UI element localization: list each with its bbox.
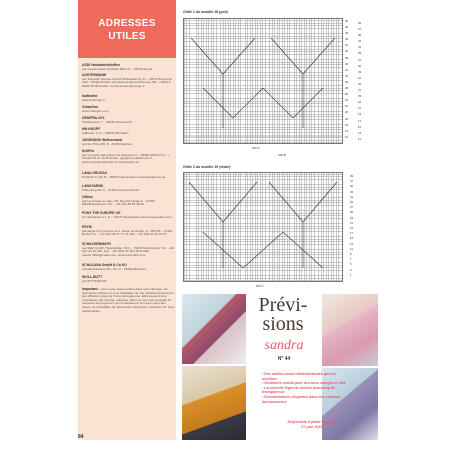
row-number: 3 [350, 267, 352, 272]
entry-text: par MEZ GmbH, Hauptstraße 76 D – 79336 Herbolzheim Tél. : +49 (0)7 61 32 232, Fax : +49 7641 91 30 100 E-Mail : amelie.hilles@coats.com, www.mezcrafts.com [82, 245, 174, 257]
row-number: 15 [358, 124, 362, 129]
row-number: 16 [345, 122, 349, 127]
address-entry [82, 243, 174, 257]
row-number: 15 [350, 236, 354, 241]
row-number: 39 [350, 174, 354, 178]
row-number: 38 [345, 55, 349, 60]
address-entry [82, 128, 174, 135]
row-number: 13 [350, 241, 354, 246]
row-number: 39 [358, 51, 362, 56]
row-number: 30 [345, 79, 349, 84]
address-entry [82, 95, 174, 102]
entry-name: GEDIFRA-SYL [82, 116, 105, 120]
row-number: 11 [350, 246, 353, 251]
chart1-row-numbers-odd [358, 20, 361, 142]
entry-text: Via Bianca 6, 7 – 38139 Vinessia (T) [82, 119, 133, 124]
entry-name: buttinette [82, 94, 98, 98]
entry-name: PRYM [82, 225, 92, 229]
entry-text: par BUTTINETTE [82, 278, 107, 283]
address-entry [82, 276, 174, 283]
row-number: 35 [358, 63, 362, 68]
row-number: 26 [345, 92, 349, 97]
sidebar-title-line1: ADRESSES [98, 18, 156, 29]
entry-name: JUNGHANS Wollversand [82, 138, 123, 142]
entry-text: : notre revue étant vendue dans toute l'Europe, les fournitures utilisées pour la réalisation de nos modèles proviennent des différents pays de l'Union Européenne. Elles peuvent être remplacées par d'autres marques. Dans ce cas il est conseillé de respecter les longueurs de fil indiquées à 10 mètres près afin d'avoir un échantillon de dimensions identiques. Certaines réf. sont indisponibles. [82, 287, 174, 313]
row-number: 32 [345, 73, 349, 78]
row-number: 43 [358, 39, 362, 44]
entry-name: SCHULANA GmbH & Co.KG [82, 263, 127, 267]
row-number: 12 [345, 134, 349, 139]
bullet-item: • Sentiment estival pour des tons orangés et lilas [262, 381, 346, 386]
address-entry [82, 64, 174, 71]
entry-text: www.chiaogoo.com [82, 108, 109, 113]
entry-text: par Edgar Prym France S.A. Route de Rouen, 9 – BP104 – 27110 Berthy Tél. : +33 (0)2 32 47 77 74, Fax : +33 (0)2 32 45 73 57 [82, 228, 173, 237]
entry-name: HM KNOPF [82, 127, 101, 131]
address-entry [82, 226, 174, 237]
row-number: 1 [350, 272, 352, 277]
bullet-item: • Des mailles aussi rafraîchissantes que les menthes [262, 372, 337, 381]
entry-text: Pütlenweg 28, D – 41352 Korschenbroich [82, 187, 140, 192]
entry-text: Kalkerstr. 6, D – 63065 Offenbach [82, 130, 129, 135]
row-number: 46 [345, 31, 349, 36]
row-number: 21 [358, 106, 362, 111]
row-number: 20 [345, 110, 349, 115]
address-entry [82, 212, 174, 219]
row-number: 35 [350, 184, 354, 189]
preview-line1: Prévi- [258, 294, 308, 316]
row-number: 14 [345, 128, 349, 133]
sidebar-title-line2: UTILES [108, 31, 146, 42]
entry-name: Important [82, 287, 98, 291]
entry-text: par La Grange à Laine, 69, Rue Principale F – 67200 Mittelhausbergen, Tél. : +33 (0)3 88 56 38 00 [82, 198, 155, 207]
row-number: 40 [345, 49, 349, 54]
address-entry [82, 139, 174, 146]
model-photo-top-right [322, 294, 378, 366]
row-number: 29 [358, 81, 362, 86]
entry-name: PONY THE EUROPE UG [82, 211, 121, 215]
chart1-motif-a: MO A [252, 146, 260, 150]
row-number: 45 [358, 33, 362, 38]
entry-name: LANGYARNS [82, 184, 104, 188]
address-entry [82, 106, 174, 113]
chart1-row-numbers [345, 18, 348, 140]
entry-text: www.buttinette.fr [82, 97, 105, 102]
row-number: 41 [358, 45, 362, 50]
entry-text: Postfach 11 00, D – 85018 Gaimersheim www.lanagrossa.de [82, 174, 166, 179]
chart2-pattern [183, 172, 343, 282]
row-number: 49 [358, 21, 362, 25]
row-number: 31 [350, 194, 354, 199]
address-entry [82, 185, 174, 192]
row-number: 37 [358, 57, 362, 62]
row-number: 23 [350, 215, 354, 220]
entry-name: ChiaoGoo [82, 105, 99, 109]
row-number: 37 [350, 179, 354, 184]
row-number: 22 [345, 104, 349, 109]
row-number: 50 [345, 19, 349, 23]
address-entry [82, 172, 174, 179]
address-entry [82, 150, 174, 164]
row-number: 44 [345, 37, 349, 42]
address-entry [82, 74, 174, 88]
chart2-row-numbers [350, 174, 353, 278]
row-number: 18 [345, 116, 349, 121]
row-number: 31 [358, 75, 362, 80]
model-photo-bottom-left [182, 366, 246, 440]
row-number: 5 [350, 262, 352, 267]
row-number: 23 [358, 100, 362, 105]
entry-name: ADDI Handarbeitshilfen [82, 63, 120, 67]
row-number: 29 [350, 200, 354, 205]
model-photo-top-left [182, 294, 246, 364]
entry-name: SCHACHENMAYR [82, 242, 111, 246]
row-number: 36 [345, 61, 349, 66]
entry-text: Landwehrstrasse 60 – 62, D – 80336 München [82, 266, 147, 271]
entry-name: WOLL-BUTT [82, 275, 103, 279]
row-number: 48 [345, 25, 349, 30]
bullet-item: • Décontractions élégantes dans des couleurs harmonieuses [262, 394, 341, 404]
entry-name: LANA GROSSA [82, 171, 107, 175]
address-entry [82, 264, 174, 271]
chart1-motif-b: MO B [278, 153, 286, 157]
row-number: 11 [358, 136, 361, 141]
preview-bullet-list [262, 372, 346, 404]
availability-line2: 27 juin 2019 [301, 424, 323, 429]
preview-heading [248, 296, 318, 334]
row-number: 25 [358, 94, 362, 99]
availability-line1: Disponible à partir du jeudi [287, 420, 337, 424]
entry-text: par Comptoir Saint Marc 2A Passerlon II – 69960 MONS Tél. : + 33 (0)4 78 27 20 28 Email : jojo@compsaintmarc.fr www.comptoirsaintmarc.fr www.knitpro.eu [82, 152, 170, 164]
entry-text: par Schoeller Süssen GmbH Bühlstraße 14, D – 73079 Süssen E-mail : info@schoeller-und-stahl.de Benoit Retesse-Hitt : +33(0) 6 88 86 35 88 E-Mail : benoit.amsler@orange.fr [82, 76, 173, 88]
row-number: 42 [345, 43, 349, 48]
chart2-motif-a: MO A [256, 284, 264, 288]
row-number: 7 [350, 257, 352, 262]
availability-note [276, 420, 348, 429]
sandra-logo: sandra [264, 338, 304, 353]
address-entry-important [82, 288, 174, 313]
address-entry [82, 196, 174, 207]
row-number: 27 [350, 205, 354, 210]
address-entry [82, 117, 174, 124]
entry-name: ONline [82, 195, 93, 199]
issue-number: N° 44 [277, 356, 291, 362]
row-number: 34 [345, 67, 349, 72]
entry-text: Auf der Hüls 205, D – 52053 Aachen [82, 141, 133, 146]
preview-line2: sions [262, 313, 304, 335]
row-number: 19 [350, 226, 354, 231]
page-number: 84 [78, 434, 84, 440]
row-number: 13 [358, 130, 362, 135]
row-number: 33 [358, 69, 362, 74]
row-number: 19 [358, 112, 362, 117]
sidebar-title [80, 17, 174, 43]
row-number: 17 [358, 118, 362, 123]
chart2-title: Grille 2 du modèle 29 (châle) [183, 165, 231, 169]
chart1-pattern [183, 18, 343, 144]
row-number: 27 [358, 88, 362, 93]
entry-name: KnitPro [82, 149, 95, 153]
row-number: 21 [350, 220, 354, 225]
row-number: 17 [350, 231, 354, 236]
row-number: 33 [350, 189, 354, 194]
row-number: 28 [345, 86, 349, 91]
chart1-title: Grille 1 du modèle 28 (poll) [183, 10, 228, 14]
row-number: 25 [350, 210, 354, 215]
entry-name: AUSTERMANN [82, 73, 107, 77]
entry-text: Am Wiesacker 11, D – 71115 Gingenbach www.ponyneedles.com [82, 214, 172, 219]
row-number: 24 [345, 98, 349, 103]
entry-text: par Gustav Selter Postfach 9064, D – 58734 Altena [82, 66, 153, 71]
bullet-item: • La nouvelle légèreté montre beaucoup de transparence [262, 385, 336, 395]
row-number: 9 [350, 252, 352, 257]
row-number: 47 [358, 27, 362, 32]
